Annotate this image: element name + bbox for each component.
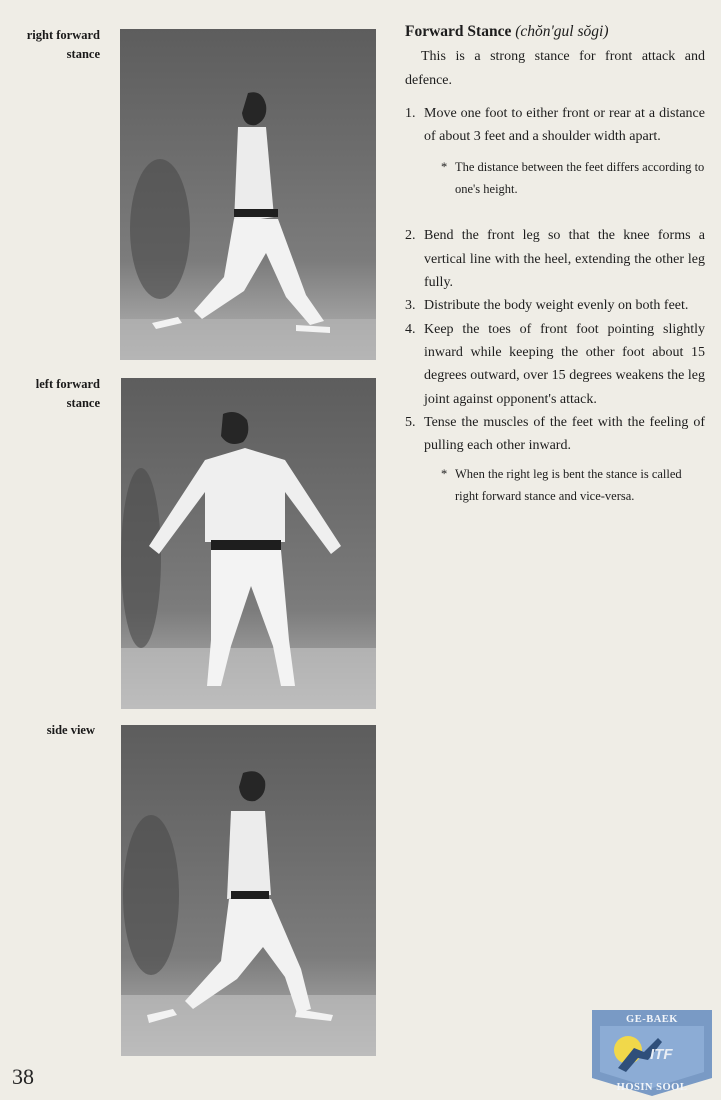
caption-line: stance [66,47,100,61]
page-number: 38 [12,1064,34,1089]
note-text: The distance between the feet differs according to one's height. [455,160,705,197]
note-naming [405,463,705,507]
caption-line: side view [46,723,95,737]
step-item [405,318,705,411]
note-text: When the right leg is bent the stance is called right forward stance and vice-versa. [455,467,682,504]
step-number: 1. [405,105,416,121]
caption-line: stance [66,396,100,410]
note-height [405,156,705,200]
note-asterisk: * [441,467,448,482]
caption-left-forward-stance [0,375,100,413]
step-text: Tense the muscles of the feet with the feeling of pulling each other inward. [424,414,705,454]
step-text: Keep the toes of front foot pointing slightly inward while keeping the other foot about 15 degrees outward, over 15 degrees weakens the leg joint against opponent's attack. [424,321,705,407]
step-item [405,224,705,294]
step-item [405,294,705,317]
badge-bottom-text: HOSIN SOOL [616,1082,688,1093]
badge-middle-text: ITF [650,1046,673,1063]
figure-right-forward [120,29,376,360]
step-number: 2. [405,228,416,244]
step-number: 4. [405,321,416,337]
note-asterisk: * [441,160,448,175]
step-text: Move one foot to either front or rear at a distance of about 3 feet and a shoulder width apart. [424,105,705,145]
section-title [405,20,705,43]
step-item [405,411,705,458]
title-romanization: (chŏn'gul sŏgi) [515,23,609,40]
title-text: Forward Stance [405,23,512,40]
intro-paragraph: This is a strong stance for front attack and defence. [405,49,705,88]
step-text: Bend the front leg so that the knee forms a vertical line with the heel, extending the other leg fully. [424,228,705,291]
step-number: 3. [405,298,416,314]
step-item [405,102,705,149]
caption-line: left forward [35,377,100,391]
caption-line: right forward [26,28,100,42]
photo-side-view [121,725,376,1056]
caption-right-forward-stance [0,26,100,64]
figure-left-forward [121,378,376,709]
photo-left-forward-stance [121,378,376,709]
step-number: 5. [405,414,416,430]
caption-side-view [0,721,95,740]
watermark-logo [588,1008,716,1098]
step-text: Distribute the body weight evenly on both feet. [424,298,689,314]
instruction-text [405,20,705,519]
steps-list-continued [405,224,705,457]
photo-right-forward-stance [120,29,376,360]
figure-side-view [121,725,376,1056]
steps-list [405,102,705,149]
badge-top-text: GE-BAEK [626,1014,678,1025]
